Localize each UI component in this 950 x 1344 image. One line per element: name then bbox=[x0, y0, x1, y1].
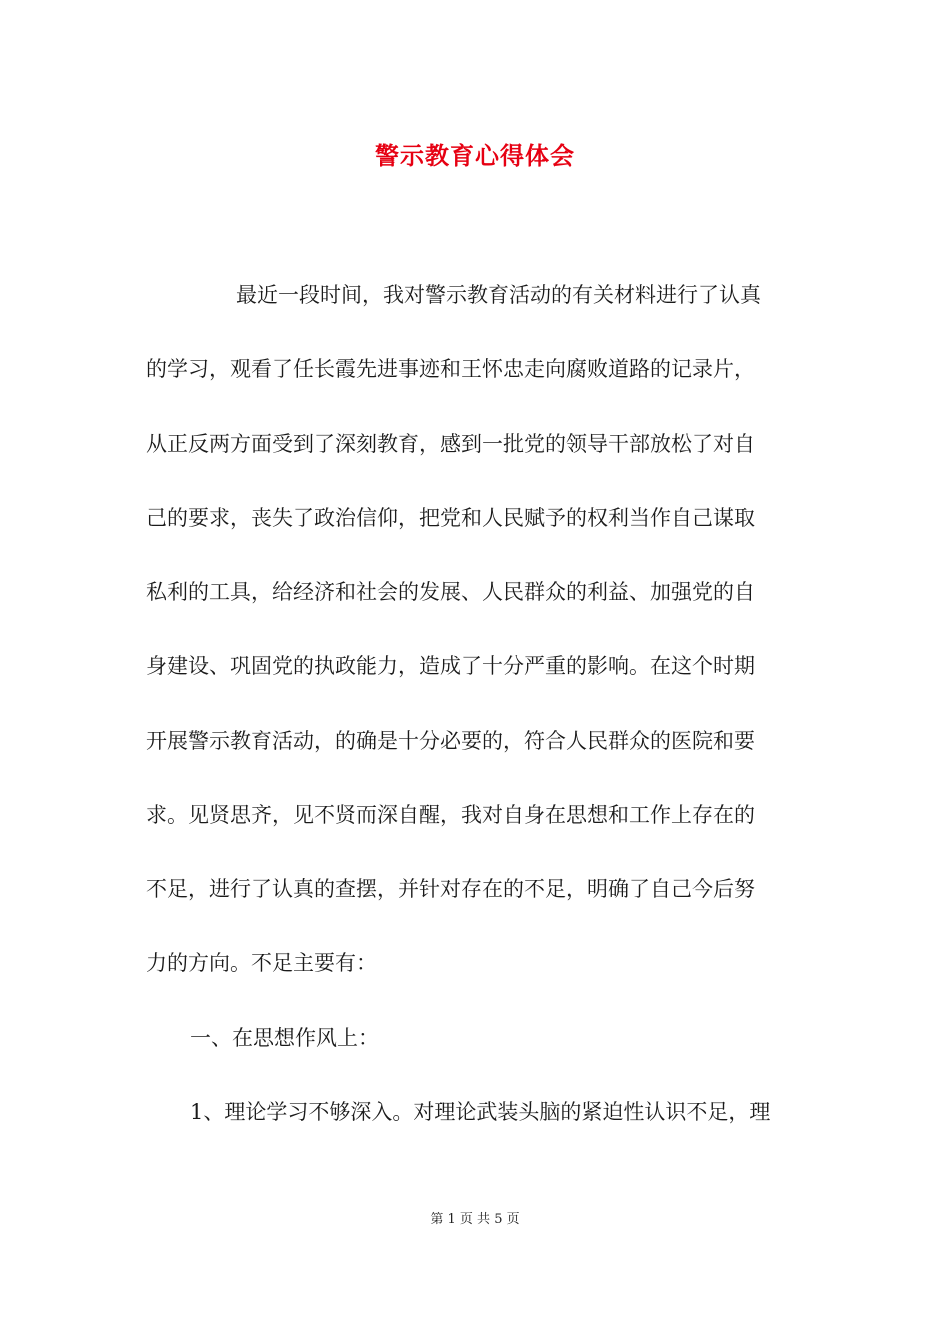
body-line-9: 不足，进行了认真的查摆，并针对存在的不足，明确了自己今后努 bbox=[146, 877, 755, 901]
document-title: 警示教育心得体会 bbox=[375, 141, 575, 170]
body-line-3: 从正反两方面受到了深刻教育，感到一批党的领导干部放松了对自 bbox=[146, 432, 755, 456]
body-line-1: 最近一段时间，我对警示教育活动的有关材料进行了认真 bbox=[236, 283, 761, 307]
section-heading: 一、在思想作风上： bbox=[190, 1026, 379, 1050]
page-footer: 第 1 页 共 5 页 bbox=[430, 1212, 520, 1227]
body-line-10: 力的方向。不足主要有： bbox=[146, 951, 377, 975]
body-line-5: 私利的工具，给经济和社会的发展、人民群众的利益、加强党的自 bbox=[146, 580, 755, 604]
body-line-12: 1、理论学习不够深入。对理论武装头脑的紧迫性认识不足，理 bbox=[190, 1100, 771, 1124]
body-line-6: 身建设、巩固党的执政能力，造成了十分严重的影响。在这个时期 bbox=[146, 654, 755, 678]
body-line-2: 的学习，观看了任长霞先进事迹和王怀忠走向腐败道路的记录片， bbox=[146, 357, 755, 381]
body-line-7: 开展警示教育活动，的确是十分必要的，符合人民群众的医院和要 bbox=[146, 729, 755, 753]
body-line-4: 己的要求，丧失了政治信仰，把党和人民赋予的权利当作自己谋取 bbox=[146, 506, 755, 530]
body-line-8: 求。见贤思齐，见不贤而深自醒，我对自身在思想和工作上存在的 bbox=[146, 803, 755, 827]
